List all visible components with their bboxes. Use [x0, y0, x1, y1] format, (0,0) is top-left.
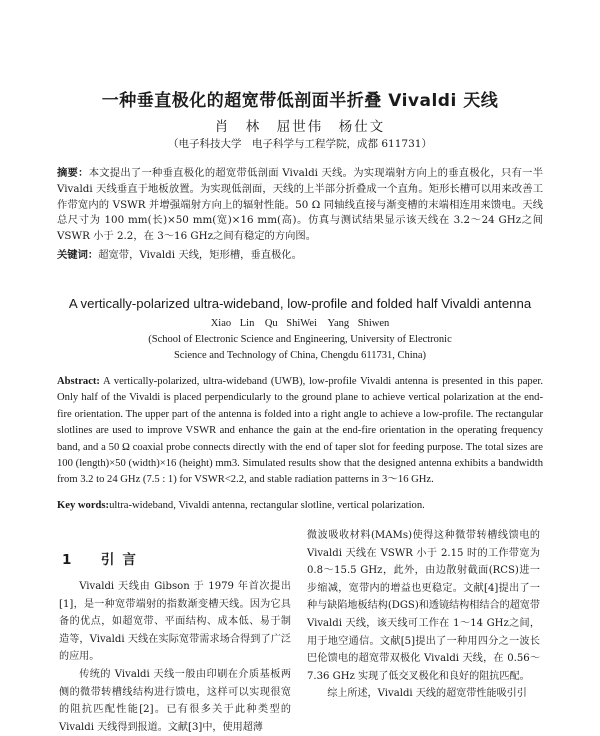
- keywords-en: [57, 500, 543, 511]
- section-heading: 1 引言: [62, 552, 144, 568]
- right-paragraph-1: 微波吸收材料(MAMs)使得这种微带转槽线馈电的 Vivaldi 天线在 VSWR 小于 2.15 时的工作带宽为 0.8～15.5 GHz，此外，由边散射截面(RCS)进一步缩减，宽带内的增益也更稳定。文献[4]提出了一种与缺陷地板结构(DGS)和透镜结构相结合的超宽带 Vivaldi 天线，该天线可工作在 1～14 GHz之间，用于地空通信。文献[5]提出了一种用四分之一波长巴伦馈电的超宽带双极化 Vivaldi 天线，在 0.56～7.36 GHz 实现了低交叉极化和良好的阻抗匹配。: [307, 530, 540, 682]
- abstract-cn: [57, 166, 543, 245]
- paper-title-en: A vertically-polarized ultra-wideband, low-profile and folded half Vivaldi antenna: [68, 296, 532, 311]
- right-column: [307, 527, 540, 703]
- abstract-cn-label: 摘要：: [57, 167, 89, 179]
- keywords-cn-label: 关键词：: [57, 249, 99, 261]
- paper-title-cn: 一种垂直极化的超宽带低剖面半折叠 Vivaldi 天线: [101, 91, 499, 111]
- keywords-en-text: ultra-wideband, Vivaldi antenna, rectangular slotline, vertical polarization.: [109, 500, 425, 511]
- affiliation-en: [0, 332, 600, 364]
- affiliation-en-line1: (School of Electronic Science and Engineering, University of Electronic: [148, 334, 452, 345]
- abstract-en-label: Abstract:: [57, 376, 100, 387]
- left-column: [59, 578, 291, 736]
- affiliation-en-line2: Science and Technology of China, Chengdu 611731, China): [173, 350, 427, 361]
- right-paragraph-2: 综上所述，Vivaldi 天线的超宽带性能吸引引: [327, 688, 527, 700]
- left-paragraph-2: 传统的 Vivaldi 天线一般由印刷在介质基板两侧的微带转槽线结构进行馈电，这样可以实现很宽的阻抗匹配性能[2]。已有很多关于此种类型的 Vivaldi 天线得到报道。文献[3]中，使用超薄: [59, 668, 291, 733]
- authors-en: Xiao Lin Qu ShiWei Yang Shiwen: [210, 318, 390, 329]
- keywords-cn-text: 超宽带，Vivaldi 天线，矩形槽，垂直极化。: [98, 249, 302, 261]
- abstract-en: [57, 374, 543, 489]
- authors-cn: 肖 林 屈世伟 杨仕文: [214, 119, 386, 135]
- keywords-cn: [57, 246, 543, 261]
- affiliation-cn: （电子科技大学 电子科学与工程学院，成都 611731）: [168, 138, 432, 150]
- keywords-en-label: Key words:: [57, 500, 110, 511]
- abstract-en-text: A vertically-polarized, ultra-wideband (UWB), low-profile Vivaldi antenna is presented in this paper. Only half of the Vivaldi is placed perpendicularly to the ground plane to achieve vertical polarization at the end-fire orientation. The upper part of the antenna is folded into a right angle to achieve a low-profile. The rectangular slotlines are used to improve VSWR and enhance the gain at the end-fire orientation in the operating frequency band, and a 50 Ω coaxial probe connects directly with the end of taper slot for feeding purpose. The total sizes are 100 (length)×50 (width)×16 (height) mm3. Simulated results show that the designed antenna exhibits a bandwidth from 3.2 to 24 GHz (7.5 : 1) for VSWR<2.2, and stable radiation patterns in 3～16 GHz.: [57, 376, 543, 486]
- left-paragraph-1: Vivaldi 天线由 Gibson 于 1979 年首次提出[1]，是一种宽带端射的指数渐变槽天线。因为它具备的优点，如超宽带、平面结构、成本低、易于制造等，Vivaldi 天线在实际宽带需求场合得到了广泛的应用。: [59, 581, 291, 663]
- abstract-cn-text: 本文提出了一种垂直极化的超宽带低剖面 Vivaldi 天线。为实现端射方向上的垂直极化，只有一半 Vivaldi 天线垂直于地板放置。为实现低剖面，天线的上半部分折叠成一个直角。矩形长槽可以用来改善工作带宽内的 VSWR 并增强端射方向上的辐射性能。50 Ω 同轴线直接与渐变槽的末端相连用来馈电。天线总尺寸为 100 mm(长)×50 mm(宽)×16 mm(高)。仿真与测试结果显示该天线在 3.2～24 GHz之间 VSWR 小于 2.2，在 3～16 GHz之间有稳定的方向图。: [57, 167, 544, 243]
